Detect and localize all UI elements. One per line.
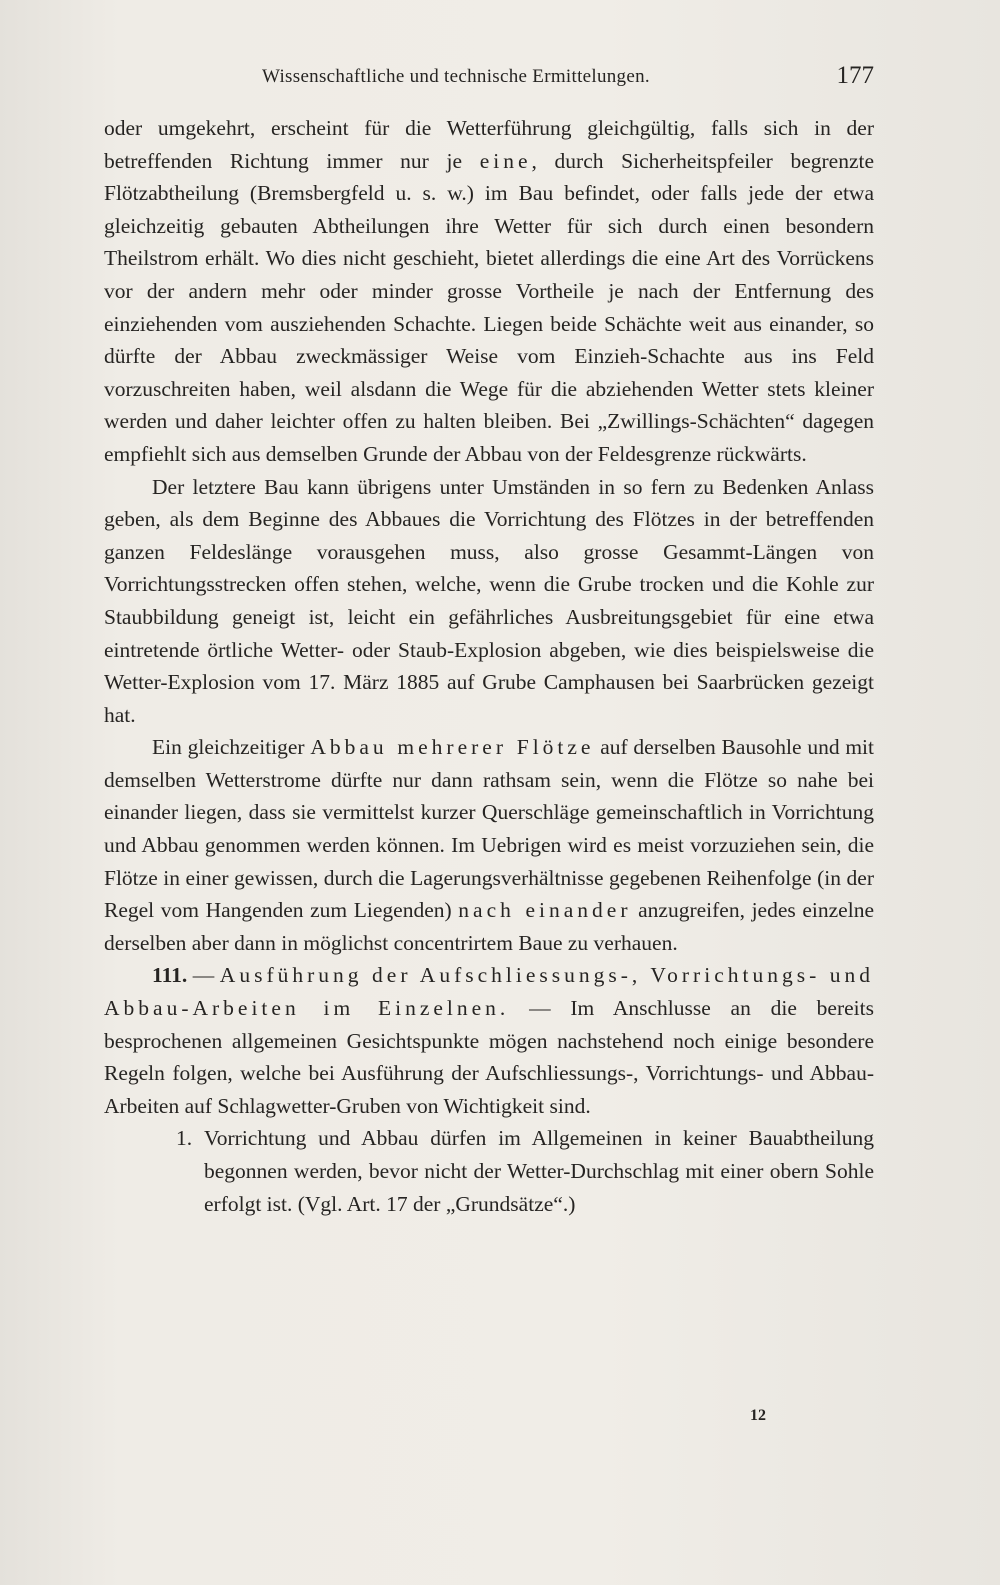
text-run: Ein gleichzeitiger [152,735,311,760]
running-head: Wissenschaftliche und technische Ermittelungen. [262,66,650,87]
text-run: auf derselben Bausohle und mit demselben Wetterstrome dürfte nur dann rathsam sein, wenn die Flötze so nahe bei einander liegen, dass sie vermittelst kurzer Querschläge gemeinschaftlich in Vorrichtung und Abbau genommen werden können. Im Uebrigen wird es meist vorzuziehen sein, die Flötze in einer gewissen, durch die Lagerungsverhältnisse gegebenen Reihenfolge (in der Regel vom Hangenden zum Liegenden) [104,735,874,923]
list-item-1 [176,1122,874,1220]
emphasized-text: Abbau mehrerer Flötze [310,735,595,760]
list-number: 1. [176,1126,193,1151]
page-header [104,62,874,96]
section-title: Ausführung der Aufschliessungs-, Vorrichtungs- und Abbau-Arbeiten im Einzelnen. [104,963,875,1021]
emphasized-text: nach einander [458,898,632,923]
page-number: 177 [836,62,874,89]
text-run: — [187,963,220,988]
body-text [104,112,874,1220]
text-run: anzugreifen, jedes einzelne derselben aber dann in möglichst concentrirtem Baue zu verhauen. [104,898,874,955]
text-run: oder umgekehrt, erscheint für die Wetterführung gleichgültig, falls sich in der betreffenden Richtung immer nur je [104,116,874,173]
paragraph-3 [104,731,874,959]
paragraph-2: Der letztere Bau kann übrigens unter Umständen in so fern zu Bedenken Anlass geben, als dem Beginne des Abbaues die Vorrichtung des Flötzes in der betreffenden ganzen Feldeslänge vorausgehen muss, also grosse Gesammt-Längen von Vorrichtungsstrecken offen stehen, welche, wenn die Grube trocken und die Kohle zur Staubbildung geneigt ist, leicht ein gefährliches Ausbreitungsgebiet für eine etwa eintretende örtliche Wetter- oder Staub-Explosion abgeben, wie dies beispielsweise die Wetter-Explosion vom 17. März 1885 auf Grube Camphausen bei Saarbrücken gezeigt hat. [104,474,874,727]
list-text: Vorrichtung und Abbau dürfen im Allgemeinen in keiner Bauabtheilung begonnen werden, bevor nicht der Wetter-Durchschlag mit einer obern Sohle erfolgt ist. (Vgl. Art. 17 der „Grundsätze“.) [204,1126,874,1216]
text-run: , durch Sicherheitspfeiler begrenzte Flötzabtheilung (Bremsbergfeld u. s. w.) im Bau befindet, oder falls jede der etwa gleichzeitig gebauten Abtheilungen ihre Wetter für sich durch einen besondern Theilstrom erhält. Wo dies nicht geschieht, bietet allerdings die eine Art des Vorrückens vor der andern mehr oder minder grosse Vortheile je nach der Entfernung des einziehenden vom ausziehenden Schachte. Liegen beide Schächte weit aus einander, so dürfte der Abbau zweckmässiger Weise vom Einzieh-Schachte aus ins Feld vorzuschreiten haben, weil alsdann die Wege für die abziehenden Wetter stets kleiner werden und daher leichter offen zu halten bleiben. Bei „Zwillings-Schächten“ dagegen empfiehlt sich aus demselben Grunde der Abbau von der Feldesgrenze rückwärts. [104,148,875,466]
section-111 [104,959,874,1122]
paragraph-1 [104,112,874,471]
emphasized-text: eine [479,148,532,173]
text-run: — Im Anschlusse an die bereits besprochenen allgemeinen Gesichtspunkte mögen nachstehend noch einige besondere Regeln folgen, welche bei Ausführung der Aufschliessungs-, Vorrichtungs- und Abbau-Arbeiten auf Schlagwetter-Gruben von Wichtigkeit sind. [104,996,874,1118]
signature-mark: 12 [750,1407,766,1424]
section-number: 111. [152,963,188,988]
